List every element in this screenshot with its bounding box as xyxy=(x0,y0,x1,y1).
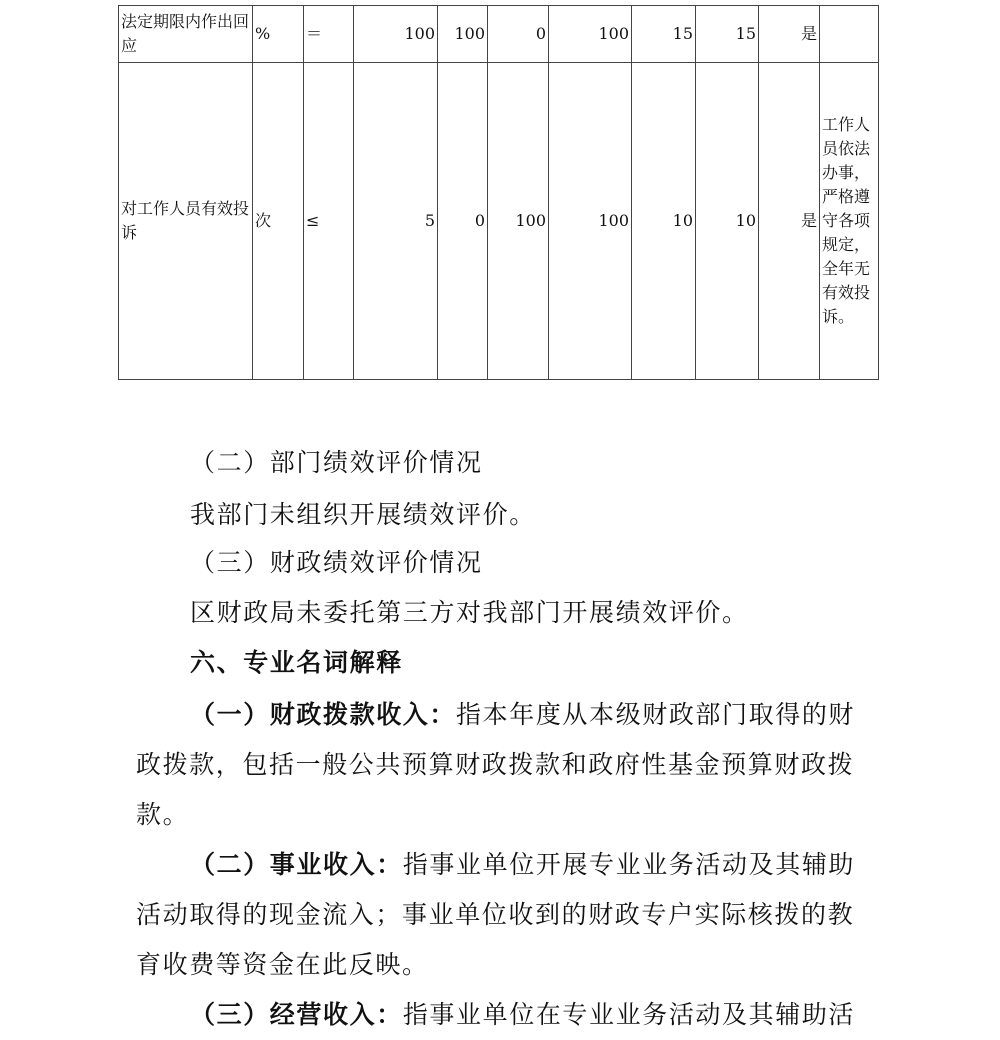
term-1-text: 指本年度从本级财政部门取得的财 xyxy=(456,700,856,729)
performance-indicator-table xyxy=(118,5,879,380)
indicator-operator: ＝ xyxy=(304,6,354,63)
indicator-name: 对工作人员有效投诉 xyxy=(119,63,253,380)
term-3-line-1 xyxy=(190,990,855,1040)
indicator-value: 0 xyxy=(488,6,549,63)
term-1-line-2: 政拨款，包括一般公共预算财政拨款和政府性基金预算财政拨 xyxy=(136,750,855,779)
indicator-value: 10 xyxy=(696,63,759,380)
term-2-text: 指事业单位开展专业业务活动及其辅助 xyxy=(402,850,856,879)
indicator-value: 15 xyxy=(632,6,696,63)
indicator-remark: 工作人员依法办事，严格遵守各项规定，全年无有效投诉。 xyxy=(820,63,879,380)
indicator-value: 15 xyxy=(696,6,759,63)
indicator-value: 100 xyxy=(438,6,488,63)
glossary-heading: 六、专业名词解释 xyxy=(190,648,403,677)
indicator-value: 100 xyxy=(549,63,632,380)
indicator-value: 100 xyxy=(354,6,438,63)
table-row xyxy=(119,6,879,63)
term-1-line-3: 款。 xyxy=(136,800,190,829)
indicator-unit: % xyxy=(253,6,304,63)
term-1-label: （一）财政拨款收入： xyxy=(190,700,457,729)
indicator-operator: ≤ xyxy=(304,63,354,380)
term-2-line-2: 活动取得的现金流入；事业单位收到的财政专户实际核拨的教 xyxy=(136,900,855,929)
dept-eval-heading: （二）部门绩效评价情况 xyxy=(190,448,483,477)
term-1-line-1 xyxy=(190,690,855,740)
term-2-line-1 xyxy=(190,840,855,890)
term-3-label: （三）经营收入： xyxy=(190,1000,403,1029)
term-2-line-3: 育收费等资金在此反映。 xyxy=(136,950,429,979)
fin-eval-heading: （三）财政绩效评价情况 xyxy=(190,548,483,577)
indicator-achieved: 是 xyxy=(759,63,820,380)
indicator-value: 10 xyxy=(632,63,696,380)
dept-eval-text: 我部门未组织开展绩效评价。 xyxy=(190,500,536,529)
indicator-value: 100 xyxy=(549,6,632,63)
term-2-label: （二）事业收入： xyxy=(190,850,403,879)
table-row xyxy=(119,63,879,380)
indicator-achieved: 是 xyxy=(759,6,820,63)
indicator-name: 法定期限内作出回应 xyxy=(119,6,253,63)
indicator-value: 0 xyxy=(438,63,488,380)
indicator-unit: 次 xyxy=(253,63,304,380)
indicator-remark xyxy=(820,6,879,63)
indicator-value: 100 xyxy=(488,63,549,380)
term-3-text: 指事业单位在专业业务活动及其辅助活 xyxy=(402,1000,856,1029)
indicator-value: 5 xyxy=(354,63,438,380)
fin-eval-text: 区财政局未委托第三方对我部门开展绩效评价。 xyxy=(190,598,749,627)
